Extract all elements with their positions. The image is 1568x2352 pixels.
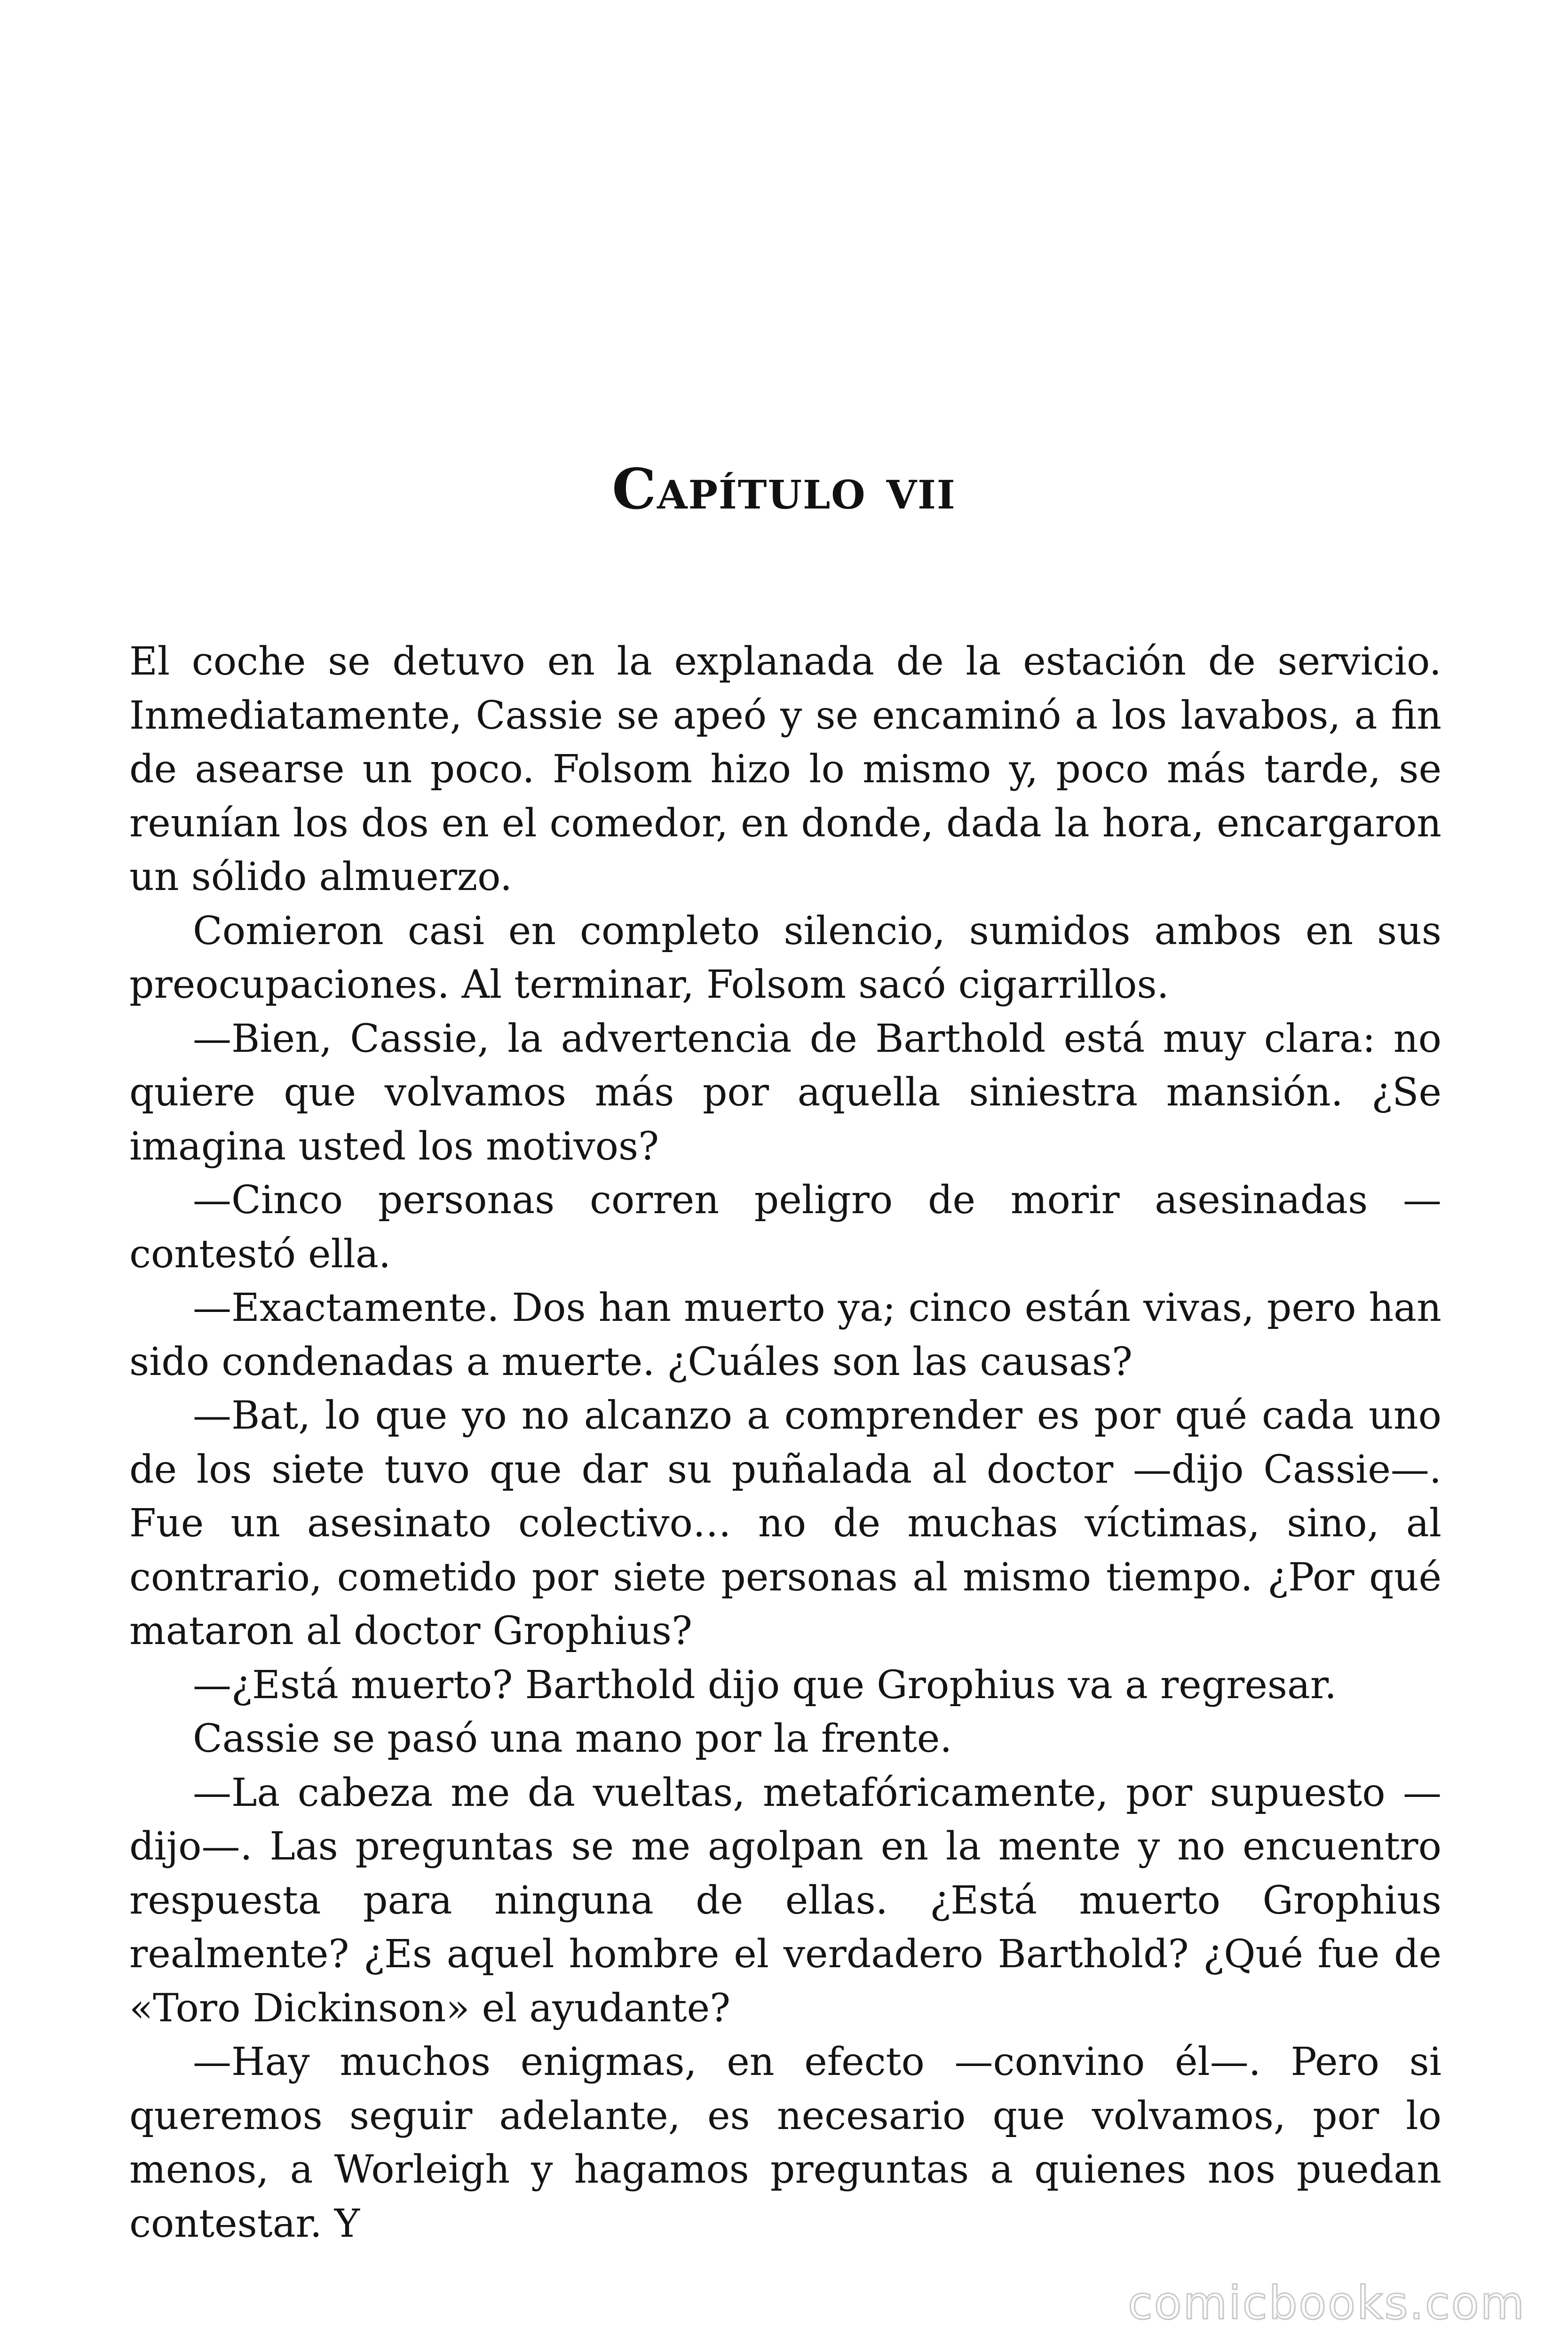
paragraph: El coche se detuvo en la explanada de la estación de servicio. Inmediatamente, Cassie se apeó y se encaminó a los lavabos, a fin de asearse un poco. Folsom hizo lo mismo y, poco más tarde, se reunían los dos en el comedor, en donde, dada la hora, encargaron un sólido almuerzo. <box>129 639 1441 899</box>
paragraph: —Bien, Cassie, la advertencia de Barthold está muy clara: no quiere que volvamos más por aquella siniestra mansión. ¿Se imagina usted los motivos? <box>129 1016 1441 1169</box>
paragraph: —Hay muchos enigmas, en efecto —convino él—. Pero si queremos seguir adelante, es necesario que volvamos, por lo menos, a Worleigh y hagamos preguntas a quienes nos puedan contestar. Y <box>129 2040 1441 2246</box>
paragraph: Comieron casi en completo silencio, sumidos ambos en sus preocupaciones. Al terminar, Folsom sacó cigarrillos. <box>129 908 1441 1007</box>
chapter-body <box>129 635 1441 2251</box>
chapter-title <box>0 456 1568 522</box>
watermark: comicbooks.com <box>1127 2277 1526 2329</box>
paragraph: —Cinco personas corren peligro de morir asesinadas —contestó ella. <box>129 1178 1441 1277</box>
chapter-title-text: Capítulo vii <box>612 456 956 522</box>
paragraph: —Bat, lo que yo no alcanzo a comprender es por qué cada uno de los siete tuvo que dar su puñalada al doctor —dijo Cassie—. Fue un asesinato colectivo… no de muchas víctimas, sino, al contrario, cometido por siete personas al mismo tiempo. ¿Por qué mataron al doctor Grophius? <box>129 1393 1441 1653</box>
paragraph: —¿Está muerto? Barthold dijo que Grophius va a regresar. <box>193 1662 1337 1708</box>
paragraph: Cassie se pasó una mano por la frente. <box>193 1716 952 1761</box>
paragraph: —La cabeza me da vueltas, metafóricamente, por supuesto —dijo—. Las preguntas se me agolpan en la mente y no encuentro respuesta para ninguna de ellas. ¿Está muerto Grophius realmente? ¿Es aquel hombre el verdadero Barthold? ¿Qué fue de «Toro Dickinson» el ayudante? <box>129 1770 1441 2031</box>
paragraph: —Exactamente. Dos han muerto ya; cinco están vivas, pero han sido condenadas a muerte. ¿Cuáles son las causas? <box>129 1286 1441 1384</box>
